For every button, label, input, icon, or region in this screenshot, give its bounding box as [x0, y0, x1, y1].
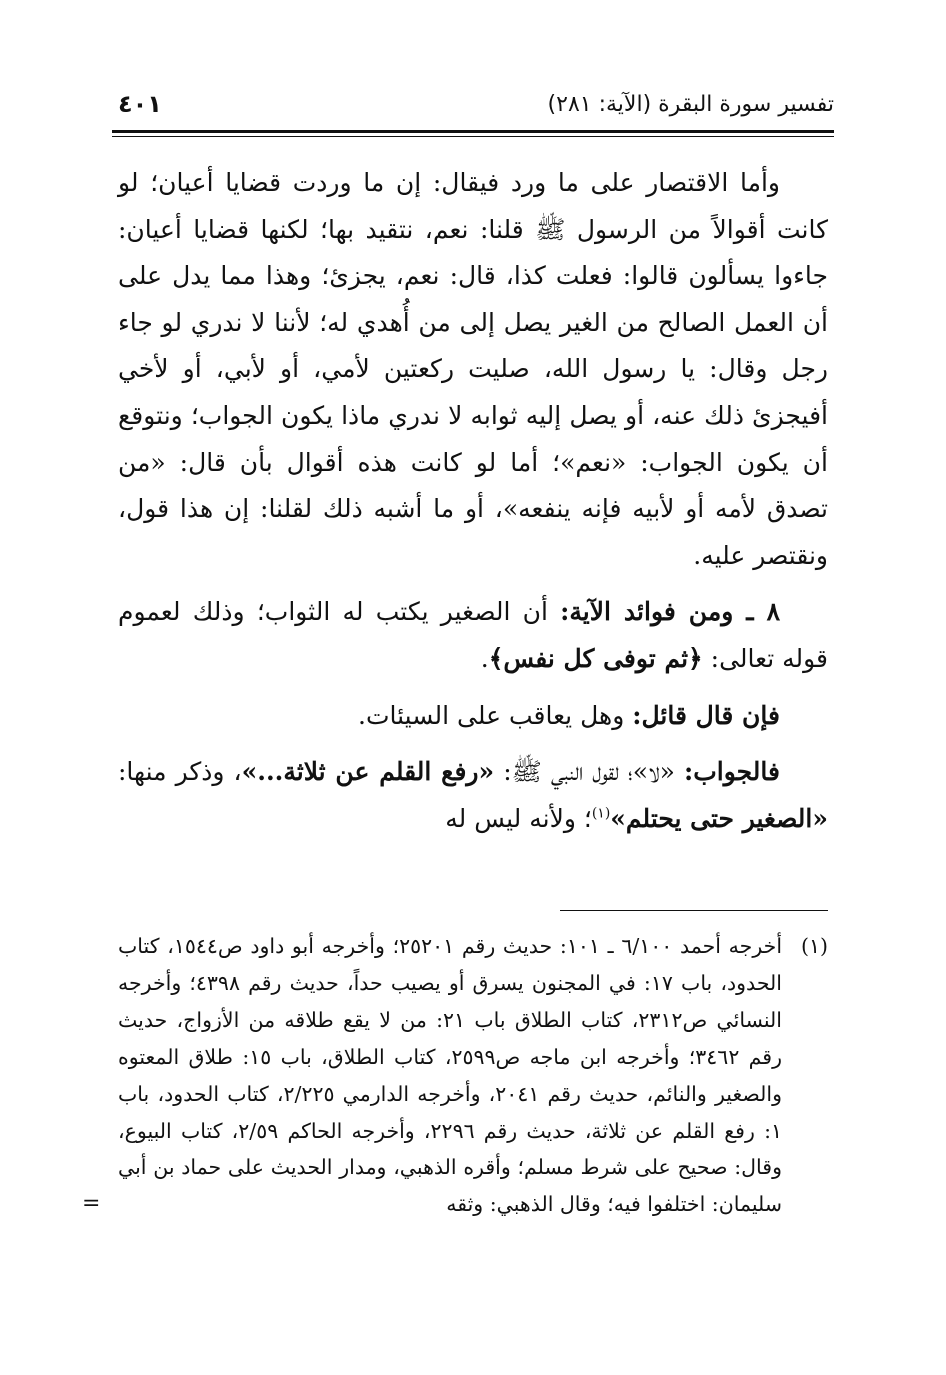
hadith-quote-1: «رفع القلم عن ثلاثة...» — [241, 757, 495, 787]
footnote-text: أخرجه أحمد ٦/١٠٠ ـ ١٠١: حديث رقم ٢٥٢٠١؛ وأخرجه أبو داود ص١٥٤٤، كتاب الحدود، باب ١٧: في المجنون يسرق أو يصيب حداً، حديث رقم ٤٣٩٨؛ وأخرجه النسائي ص٢٣١٢، كتاب الطلاق باب ٢١: من لا يقع طلاقه من الأزواج، حديث رقم ٣٤٦٢؛ وأخرجه ابن ماجه ص٢٥٩٩، كتاب الطلاق، باب ١٥: طلاق المعتوه والصغير والنائم، حديث رقم ٢٠٤١، وأخرجه الدارمي ٢/٢٢٥، كتاب الحدود، باب ١: رفع القلم عن ثلاثة، حديث رقم ٢٢٩٦، وأخرجه الحاكم ٢/٥٩، كتاب البيوع، وقال: صحيح على شرط مسلم؛ وأقره الذهبي، ومدار الحديث على حماد بن أبي سليمان: اختلفوا فيه؛ وقال الذهبي: وثقه — [118, 934, 783, 1217]
page-number: ٤٠١ — [118, 90, 162, 118]
paragraph-2-text: أن الصغير يكتب له الثواب؛ وذلك لعموم قوله تعالى: — [118, 597, 828, 673]
paragraph-4-text-1: «لا»؛ لقول النبي ﷺ: — [494, 757, 685, 787]
answer-heading: فالجواب: — [684, 757, 780, 787]
paragraph-3 — [118, 693, 828, 740]
paragraph-4-text-3: ؛ ولأنه ليس له — [445, 803, 592, 833]
paragraph-2 — [118, 589, 828, 682]
paragraph-3-text: وهل يعاقب على السيئات. — [358, 700, 633, 730]
continuation-mark: = — [82, 1191, 101, 1217]
main-text — [118, 160, 828, 842]
footnote-separator — [560, 910, 828, 911]
hadith-quote-2: «الصغير حتى يحتلم» — [610, 803, 828, 833]
footnotes — [82, 928, 828, 1223]
footnote-ref[interactable]: (١) — [591, 805, 611, 822]
question-heading: فإن قال قائل: — [632, 700, 780, 730]
paragraph-4-text-2: ، وذكر منها: — [118, 757, 242, 787]
paragraph-2-end: . — [480, 643, 489, 673]
header-rule-thin — [112, 136, 834, 137]
header-rule-thick — [112, 130, 834, 133]
quran-quote: ﴿ثم توفى كل نفس﴾ — [488, 643, 703, 673]
footnote-item — [82, 928, 828, 1223]
paragraph-1: وأما الاقتصار على ما ورد فيقال: إن ما وردت قضايا أعيان؛ لو كانت أقوالاً من الرسول ﷺ قلنا: نعم، نتقيد بها؛ لكنها قضايا أعيان: جاءوا يسألون قالوا: فعلت كذا، قال: نعم، يجزئ؛ وهذا مما يدل على أن العمل الصالح من الغير يصل إلى من أُهدي له؛ لأننا لا ندري لو جاء رجل وقال: يا رسول الله، صليت ركعتين لأمي، أو لأبي، أو لأخي أفيجزئ ذلك عنه، أو يصل إليه ثوابه لا ندري ماذا يكون الجواب؛ ونتوقع أن يكون الجواب: «نعم»؛ أما لو كانت هذه أقوال بأن قال: «من تصدق لأمه أو لأبيه فإنه ينفعه»، أو ما أشبه ذلك لقلنا: إن هذا قول، ونقتصر عليه. — [118, 168, 828, 570]
running-header — [118, 92, 834, 128]
running-title: تفسير سورة البقرة (الآية: ٢٨١) — [547, 92, 834, 117]
footnote-number: (١) — [800, 934, 828, 958]
paragraph-4 — [118, 749, 828, 842]
benefit-heading: ٨ ـ ومن فوائد الآية: — [560, 597, 780, 627]
